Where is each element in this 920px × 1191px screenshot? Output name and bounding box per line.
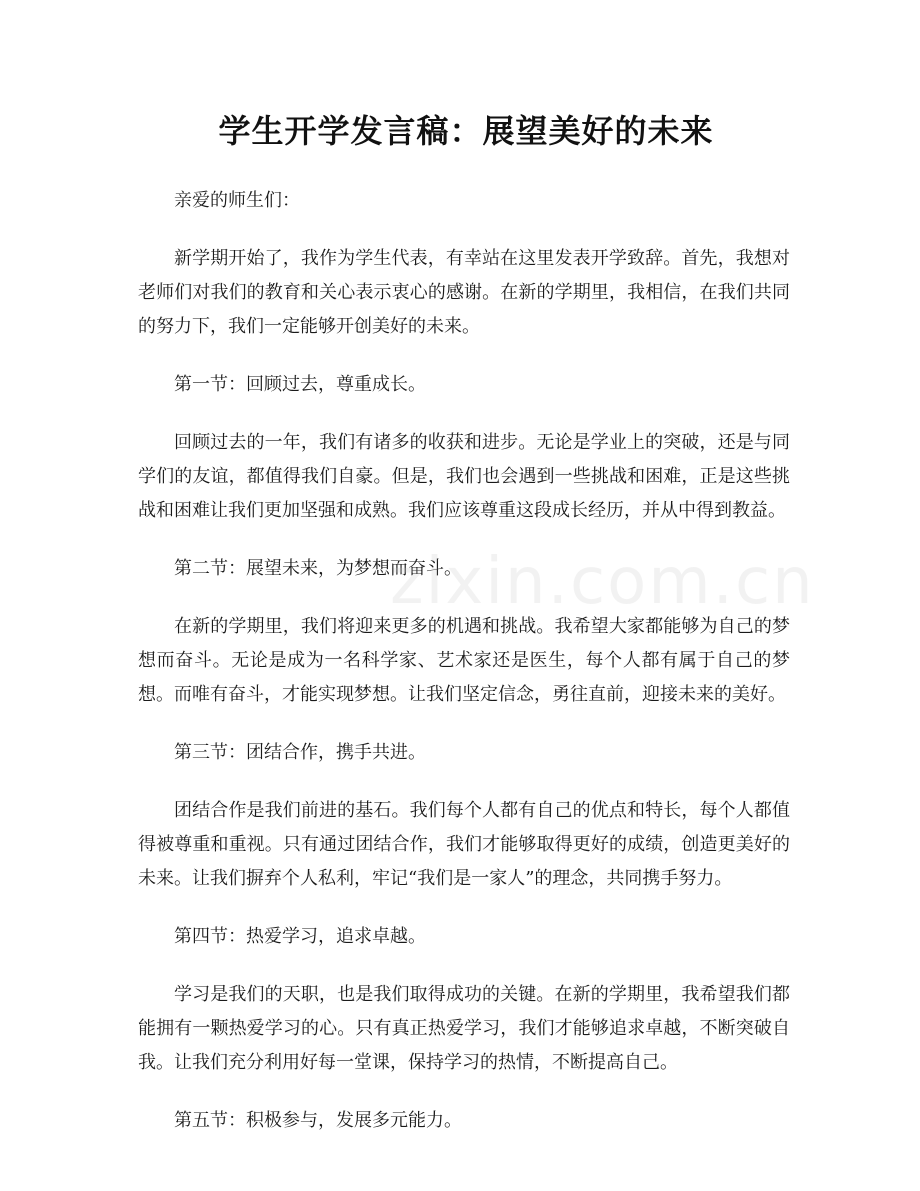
section-body-1: 回顾过去的一年，我们有诸多的收获和进步。无论是学业上的突破，还是与同学们的友谊，都值得我们自豪。但是，我们也会遇到一些挑战和困难，正是这些挑战和困难让我们更加坚强和成熟。我们应该尊重这段成长经历，并从中得到教益。 — [138, 432, 790, 521]
section-heading-2: 第二节：展望未来，为梦想而奋斗。 — [174, 558, 462, 579]
section-body-2: 在新的学期里，我们将迎来更多的机遇和挑战。我希望大家都能够为自己的梦想而奋斗。无论是成为一名科学家、艺术家还是医生，每个人都有属于自己的梦想。而唯有奋斗，才能实现梦想。让我们坚定信念，勇往直前，迎接未来的美好。 — [138, 616, 790, 705]
section-body-3: 团结合作是我们前进的基石。我们每个人都有自己的优点和特长，每个人都值得被尊重和重视。只有通过团结合作，我们才能够取得更好的成绩，创造更美好的未来。让我们摒弃个人私利，牢记“我们是一家人”的理念，共同携手努力。 — [138, 800, 790, 889]
greeting: 亲爱的师生们： — [174, 190, 300, 211]
section-heading-4: 第四节：热爱学习，追求卓越。 — [174, 926, 426, 947]
section-heading-5: 第五节：积极参与，发展多元能力。 — [174, 1110, 462, 1131]
section-body-4: 学习是我们的天职，也是我们取得成功的关键。在新的学期里，我希望我们都能拥有一颗热爱学习的心。只有真正热爱学习，我们才能够追求卓越，不断突破自我。让我们充分利用好每一堂课，保持学习的热情，不断提高自己。 — [138, 984, 790, 1073]
section-heading-1: 第一节：回顾过去，尊重成长。 — [174, 374, 426, 395]
document-title: 学生开学发言稿：展望美好的未来 — [218, 112, 714, 150]
section-heading-3: 第三节：团结合作，携手共进。 — [174, 742, 426, 763]
intro-paragraph: 新学期开始了，我作为学生代表，有幸站在这里发表开学致辞。首先，我想对老师们对我们的教育和关心表示衷心的感谢。在新的学期里，我相信，在我们共同的努力下，我们一定能够开创美好的未来。 — [138, 248, 790, 337]
watermark: zixin.com.cn — [390, 545, 815, 619]
